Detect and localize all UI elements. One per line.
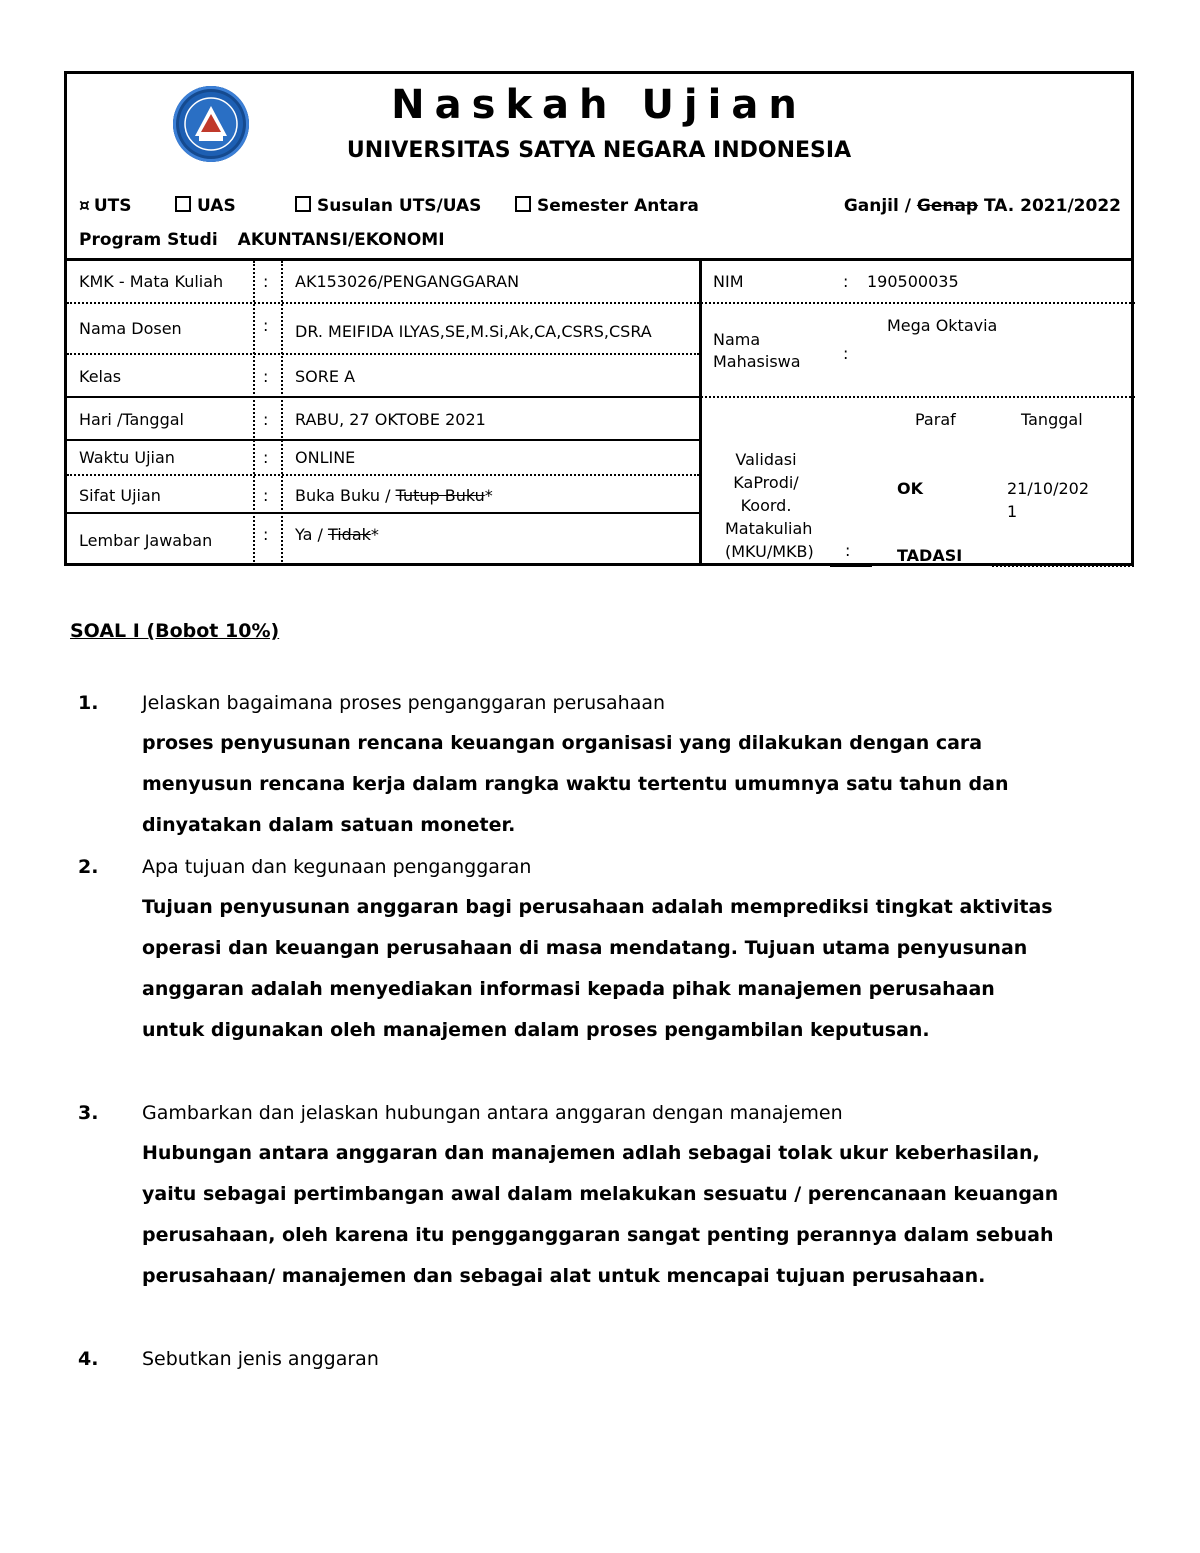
exam-header-box [64, 71, 1134, 566]
colon: : [263, 525, 269, 544]
mahasiswa-value: Mega Oktavia [887, 316, 998, 335]
dosen-label: Nama Dosen [79, 319, 182, 338]
divider [67, 302, 699, 304]
divider [67, 439, 699, 441]
colon: : [263, 486, 269, 505]
option-uts[interactable]: ¤ UTS [79, 196, 132, 216]
checkbox-icon [515, 196, 531, 212]
lembar-value: Ya / Tidak* [295, 525, 379, 544]
divider [701, 396, 1135, 398]
colon: : [845, 541, 851, 560]
divider [281, 261, 283, 566]
divider [701, 302, 1135, 304]
kmk-value: AK153026/PENGANGGARAN [295, 272, 520, 291]
option-susulan[interactable]: Susulan UTS/UAS [295, 196, 481, 216]
kelas-label: Kelas [79, 367, 122, 386]
divider [67, 353, 699, 355]
nim-label: NIM [713, 272, 744, 291]
validasi-label: Validasi KaProdi/ Koord. Matakuliah (MKU/MKB) [725, 450, 814, 561]
colon: : [263, 367, 269, 386]
answer-1: proses penyusunan rencana keuangan organisasi yang dilakukan dengan cara menyusun rencana kerja dalam rangka waktu tertentu umumnya satu tahun dan dinyatakan dalam satuan moneter. [142, 732, 1009, 836]
checkbox-icon [295, 196, 311, 212]
nim-value: 190500035 [867, 272, 959, 291]
dosen-value: DR. MEIFIDA ILYAS,SE,M.Si,Ak,CA,CSRS,CSRA [295, 322, 652, 341]
university-name: UNIVERSITAS SATYA NEGARA INDONESIA [346, 138, 852, 163]
colon: : [843, 272, 849, 291]
mahasiswa-label-2: Mahasiswa [713, 352, 801, 371]
answer-3: Hubungan antara anggaran dan manajemen adlah sebagai tolak ukur keberhasilan, yaitu sebagai pertimbangan awal dalam melakukan sesuatu / perencanaan keuangan perusahaan, oleh karena itu pengganggaran sangat penting perannya dalam sebuah perusahaan/ manajemen dan sebagai alat untuk mencapai tujuan perusahaan. [142, 1142, 1059, 1287]
lembar-label: Lembar Jawaban [79, 531, 213, 550]
divider [67, 474, 699, 476]
checked-mark-icon: ¤ [79, 196, 90, 216]
paraf-label: Paraf [915, 410, 956, 429]
divider [699, 261, 702, 566]
kelas-value: SORE A [295, 367, 356, 386]
tadasi-text: TADASI [897, 546, 963, 565]
mahasiswa-label-1: Nama [713, 330, 761, 349]
divider [67, 396, 699, 398]
colon: : [263, 448, 269, 467]
checkbox-icon [175, 196, 191, 212]
colon: : [843, 344, 849, 363]
signature-line [992, 565, 1134, 567]
answer-2: Tujuan penyusunan anggaran bagi perusahaan adalah memprediksi tingkat aktivitas operasi dan keuangan perusahaan di masa mendatang. Tujuan utama penyusunan anggaran adalah menyediakan informasi kepada pihak manajemen perusahaan untuk digunakan oleh manajemen dalam proses pengambilan keputusan. [142, 896, 1053, 1041]
option-uas[interactable]: UAS [175, 196, 236, 216]
colon: : [263, 410, 269, 429]
academic-year: Ganjil / Genap TA. 2021/2022 [843, 196, 1121, 216]
signature-line [830, 565, 872, 567]
hari-value: RABU, 27 OKTOBE 2021 [295, 410, 486, 429]
waktu-label: Waktu Ujian [79, 448, 175, 467]
paraf-value: OK [897, 479, 923, 498]
colon: : [263, 316, 269, 335]
waktu-value: ONLINE [295, 448, 356, 467]
option-semester-antara[interactable]: Semester Antara [515, 196, 699, 216]
document-title: Naskah Ujian [391, 82, 807, 128]
tanggal-value: 21/10/202 1 [1007, 479, 1090, 521]
divider [67, 512, 699, 514]
hari-label: Hari /Tanggal [79, 410, 184, 429]
program-studi: Program Studi AKUNTANSI/EKONOMI [79, 230, 445, 250]
divider [253, 261, 255, 566]
sifat-label: Sifat Ujian [79, 486, 161, 505]
kmk-label: KMK - Mata Kuliah [79, 272, 224, 291]
sifat-value: Buka Buku / Tutup Buku* [295, 486, 493, 505]
colon: : [263, 272, 269, 291]
section-title: SOAL I (Bobot 10%) [70, 620, 280, 642]
header-separator [67, 258, 1131, 261]
tanggal-label: Tanggal [1021, 410, 1083, 429]
